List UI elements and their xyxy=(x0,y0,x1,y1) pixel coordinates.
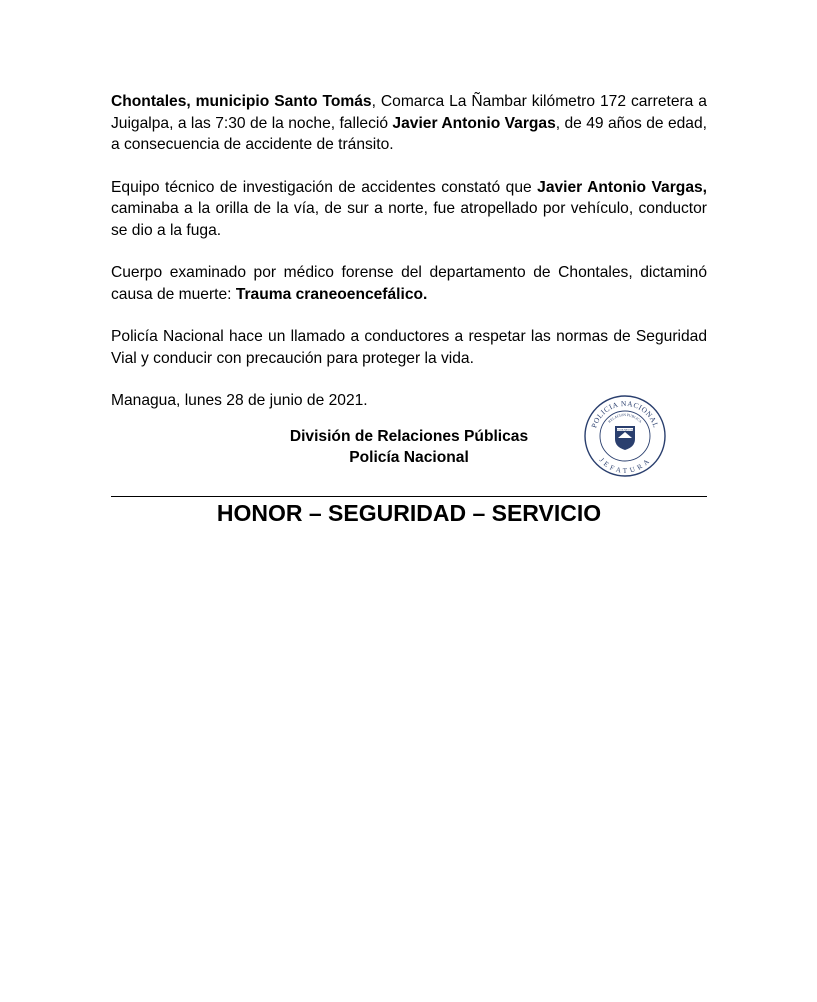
seal-top-text: POLICIA NACIONAL xyxy=(589,398,661,430)
signature-division: División de Relaciones Públicas xyxy=(289,428,529,445)
motto-heading: HONOR – SEGURIDAD – SERVICIO xyxy=(216,500,602,526)
signature-institution: Policía Nacional xyxy=(349,449,469,466)
incident-text-end: , de 49 años de edad, a consecuencia de accidente de tránsito. xyxy=(111,114,707,153)
cause-of-death-bold: Trauma craneoencefálico. xyxy=(235,285,428,303)
date-text: Managua, lunes 28 de junio de 2021. xyxy=(111,392,368,409)
police-seal-icon xyxy=(583,394,667,478)
seal-bottom-text: JEFATURA xyxy=(597,456,653,475)
forensic-text: Cuerpo examinado por médico forense del departamento de Chontales, dictaminó causa de muerte: xyxy=(111,264,707,303)
paragraph-incident xyxy=(111,91,707,156)
investigation-text-end: caminaba a la orilla de la vía, de sur a norte, fue atropellado por vehículo, conductor se dio a la fuga. xyxy=(111,200,707,239)
call-to-action-text: Policía Nacional hace un llamado a conductores a respetar las normas de Seguridad Vial y conducir con precaución para proteger la vida. xyxy=(111,328,707,367)
location-bold: Chontales, municipio Santo Tomás xyxy=(111,93,372,110)
victim-name-bold: Javier Antonio Vargas xyxy=(392,114,556,132)
paragraph-call-to-action xyxy=(111,326,707,369)
press-release-body xyxy=(111,91,707,433)
investigation-text: Equipo técnico de investigación de accidentes constató que xyxy=(111,178,538,196)
seal-shield-text: POLICIA NACIONAL xyxy=(614,429,636,432)
victim-name-bold: Javier Antonio Vargas, xyxy=(537,178,707,196)
divider-line xyxy=(111,496,707,497)
paragraph-forensic xyxy=(111,262,707,305)
incident-text: , Comarca La Ñambar kilómetro 172 carretera a Juigalpa, a las 7:30 de la noche, falleció xyxy=(111,93,707,132)
seal-inner-text: RELACION PUBLICA xyxy=(607,412,643,424)
paragraph-investigation xyxy=(111,177,707,242)
